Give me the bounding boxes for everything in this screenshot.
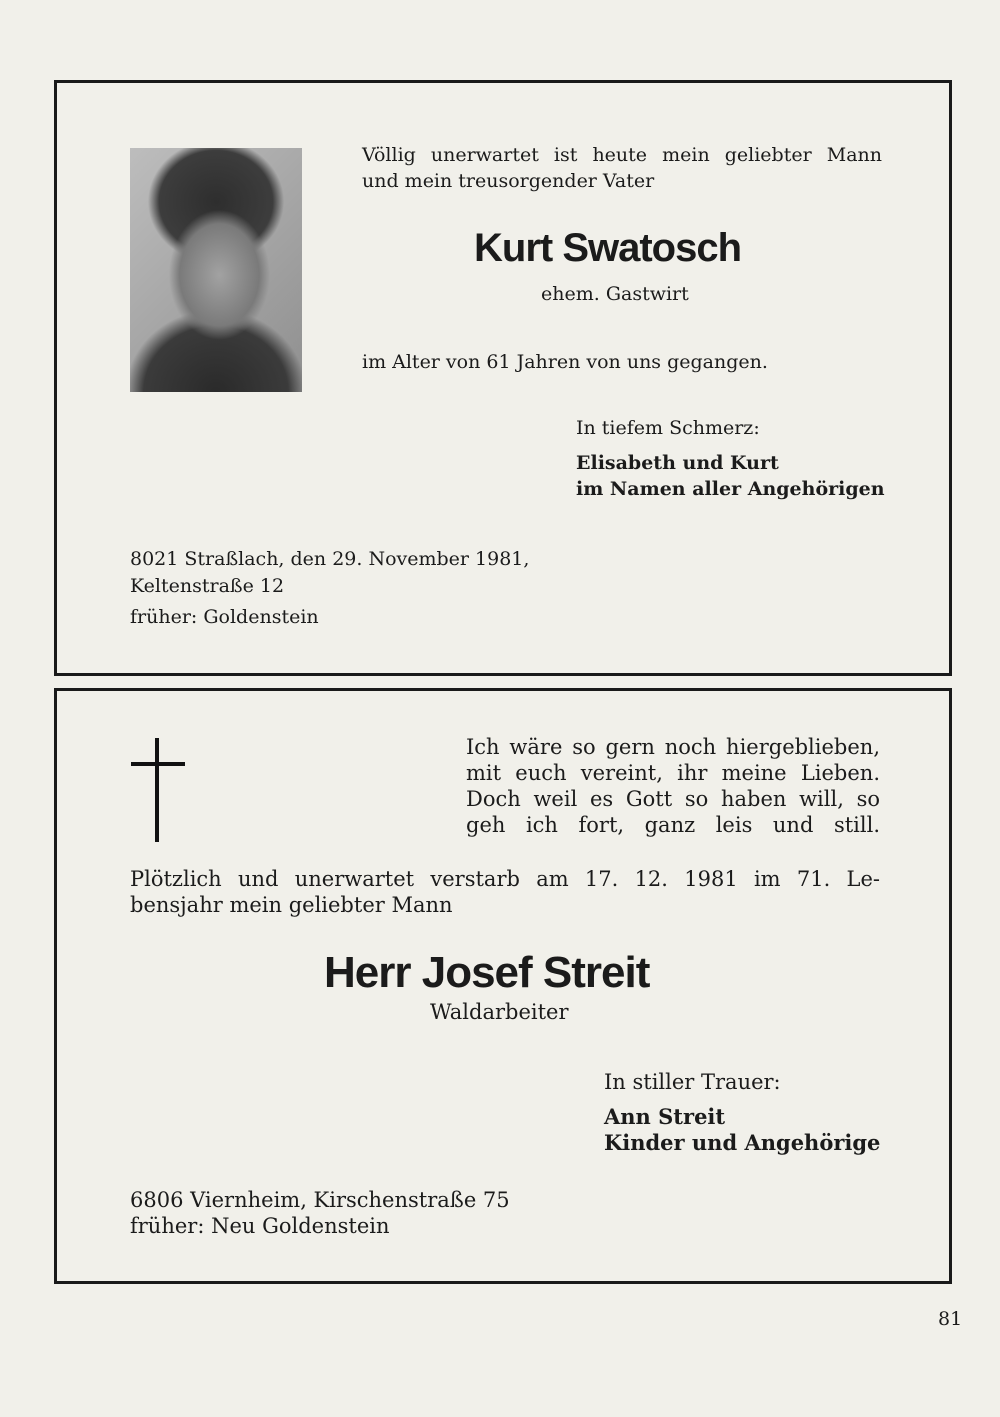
intro-line-2: und mein treusorgender Vater — [362, 170, 655, 192]
street-address: 6806 Viernheim, Kirschenstraße 75 — [130, 1188, 510, 1212]
death-text-line-1: Plötzlich und unerwartet verstarb am 17. 12. 1981 im 71. Le- — [130, 867, 880, 891]
intro-line-1: Völlig unerwartet ist heute mein geliebter Mann — [362, 144, 882, 166]
occupation: Waldarbeiter — [430, 1000, 569, 1024]
occupation: ehem. Gastwirt — [541, 283, 689, 305]
deceased-name: Kurt Swatosch — [474, 226, 742, 270]
place-date: 8021 Straßlach, den 29. November 1981, — [130, 548, 530, 570]
verse-line-2: mit euch vereint, ihr meine Lieben. — [466, 761, 880, 785]
signers-line-1: Ann Streit — [604, 1104, 726, 1129]
verse-line-4: geh ich fort, ganz leis und still. — [466, 813, 880, 837]
cross-icon — [155, 738, 159, 842]
former-residence: früher: Goldenstein — [130, 606, 319, 628]
portrait-photo — [130, 148, 302, 392]
signers-line-2: Kinder und Angehörige — [604, 1130, 881, 1155]
cross-icon-bar — [131, 762, 185, 766]
verse-line-3: Doch weil es Gott so haben will, so — [466, 787, 880, 811]
former-residence: früher: Neu Goldenstein — [130, 1214, 390, 1238]
mourning-label: In stiller Trauer: — [604, 1070, 781, 1094]
deceased-name: Herr Josef Streit — [324, 948, 650, 997]
street-address: Keltenstraße 12 — [130, 575, 285, 597]
signers-line-1: Elisabeth und Kurt — [576, 452, 779, 474]
age-line: im Alter von 61 Jahren von uns gegangen. — [362, 351, 768, 373]
verse-line-1: Ich wäre so gern noch hiergeblieben, — [466, 735, 880, 759]
signers-line-2: im Namen aller Angehörigen — [576, 478, 885, 500]
page-number: 81 — [938, 1308, 963, 1330]
mourning-label: In tiefem Schmerz: — [576, 417, 760, 439]
death-text-line-2: bensjahr mein geliebter Mann — [130, 893, 453, 917]
